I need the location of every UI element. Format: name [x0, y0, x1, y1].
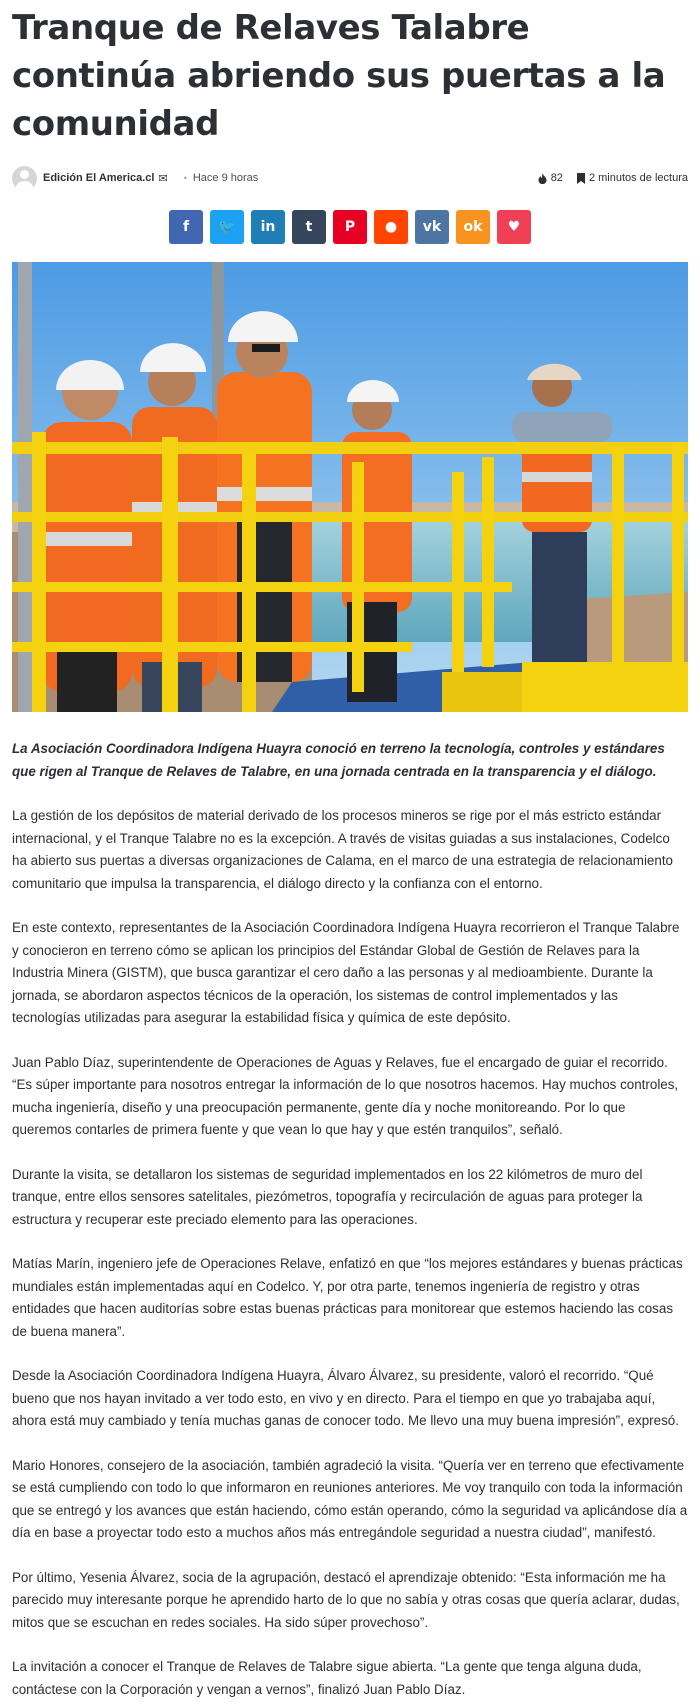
share-twitter-button[interactable]: [210, 210, 244, 244]
reading-time: 2 minutos de lectura: [588, 172, 688, 184]
author-avatar[interactable]: [12, 166, 37, 191]
tumblr-icon: t: [305, 219, 313, 235]
article-paragraphs: [12, 805, 688, 1701]
article-paragraph: Durante la visita, se detallaron los sistemas de seguridad implementados en los 22 kilómetros de muro del tranque, entre ellos sensores satelitales, piezómetros, topografía y recirculación de aguas para proteger la estructura y recuperar este preciado elemento para las operaciones.: [12, 1166, 643, 1227]
hero-photo: [12, 262, 688, 712]
author-name[interactable]: Edición El America.cl: [43, 172, 155, 184]
reddit-icon: ●: [384, 219, 398, 235]
share-linkedin-button[interactable]: [251, 210, 285, 244]
article-paragraph: Por último, Yesenia Álvarez, socia de la agrupación, destacó el aprendizaje obtenido: “Esta información me ha parecido muy interesante porque he aprendido harto de lo que no sabía y otras cosas que quería aclarar, dudas, mitos que se escuchan en redes sociales. Ha sido súper provechoso”.: [12, 1569, 680, 1630]
vk-icon: vk: [422, 219, 442, 235]
article-meta: [12, 164, 688, 192]
linkedin-icon: in: [260, 219, 276, 235]
article-title: Tranque de Relaves Talabre continúa abriendo sus puertas a la comunidad: [12, 8, 666, 144]
twitter-icon: 🐦: [218, 219, 236, 235]
share-odnoklassniki-button[interactable]: [456, 210, 490, 244]
share-reddit-button[interactable]: [374, 210, 408, 244]
share-bar: [12, 210, 688, 244]
odnoklassniki-icon: ok: [463, 219, 483, 235]
pinterest-icon: P: [344, 219, 356, 235]
envelope-icon[interactable]: ✉: [158, 172, 168, 185]
publish-time: Hace 9 horas: [192, 172, 259, 184]
facebook-icon: f: [182, 219, 190, 235]
article-paragraph: En este contexto, representantes de la Asociación Coordinadora Indígena Huayra recorrieron el Tranque Talabre y conocieron en terreno cómo se aplican los principios del Estándar Global de Gestión de Relaves para la Industria Minera (GISTM), que busca garantizar el cero daño a las personas y al medioambiente. Durante la jornada, se abordaron aspectos técnicos de la operación, los sistemas de control implementados y las tecnologías utilizadas para asegurar la estabilidad física y química de este depósito.: [12, 920, 680, 1025]
hero-image: [12, 262, 688, 712]
article-paragraph: La gestión de los depósitos de material derivado de los procesos mineros se rige por el más estricto estándar internacional, y el Tranque Talabre no es la excepción. A través de visitas guiadas a sus instalaciones, Codelco ha abierto sus puertas a diversas organizaciones de Calama, en el marco de una estrategia de relacionamiento comunitario que impulsa la transparencia, el diálogo directo y la confianza con el entorno.: [12, 808, 673, 891]
article-stats: [538, 172, 688, 184]
fire-icon: [538, 173, 547, 184]
article-paragraph: Desde la Asociación Coordinadora Indígena Huayra, Álvaro Álvarez, su presidente, valoró el recorrido. “Qué bueno que nos hayan invitado a ver todo esto, en vivo y en directo. Para el tiempo en que yo trabajaba aquí, ahora está muy cambiado y tenía muchas ganas de conocer todo. Me llevo una muy buena impresión”, expresó.: [12, 1368, 679, 1428]
views-stat: [538, 172, 563, 184]
article-paragraph: Juan Pablo Díaz, superintendente de Operaciones de Aguas y Relaves, fue el encargado de guiar el recorrido. “Es súper importante para nosotros entregar la información de lo que nosotros hacemos. Hay muchos controles, mucha ingeniería, diseño y una preocupación permanente, gente día y noche monitoreando. Por lo que queremos contarles de primera fuente y que vean lo que hay y que estén tranquilos”, señaló.: [12, 1054, 679, 1137]
article-paragraph: La invitación a conocer el Tranque de Relaves de Talabre sigue abierta. “La gente que tenga alguna duda, contáctese con la Corporación y vengan a vernos”, finalizó Juan Pablo Díaz.: [12, 1659, 642, 1697]
article-body: [12, 738, 688, 1701]
pocket-icon: ♥: [507, 219, 521, 235]
article-paragraph: Mario Honores, consejero de la asociación, también agradeció la visita. “Quería ver en terreno que efectivamente se está cumpliendo con todo lo que informaron en reuniones anteriores. Me voy tranquilo con toda la información que se entregó y los avances que están haciendo, cómo están operando, cómo la seguridad va aplicándose día a día en base a proyectar todo esto a muchos años más entregándole seguridad a nuestra ciudad”, manifestó.: [12, 1457, 688, 1540]
views-count: 82: [550, 172, 563, 184]
separator-dot: •: [183, 173, 187, 183]
share-pinterest-button[interactable]: [333, 210, 367, 244]
article-lead: La Asociación Coordinadora Indígena Huayra conoció en terreno la tecnología, controles y estándares que rigen al Tranque de Relaves de Talabre, en una jornada centrada en la transparencia y el diálogo.: [12, 741, 665, 779]
share-facebook-button[interactable]: [169, 210, 203, 244]
article-paragraph: Matías Marín, ingeniero jefe de Operaciones Relave, enfatizó en que “los mejores estándares y buenas prácticas mundiales están implementadas aquí en Codelco. Y, por otra parte, tenemos ingeniería de registro y otras entidades que hacen auditorías sobre estas buenas prácticas para monitorear que estemos haciendo las cosas de buena manera”.: [12, 1256, 683, 1339]
share-vk-button[interactable]: [415, 210, 449, 244]
reading-time-stat: [577, 172, 688, 184]
share-tumblr-button[interactable]: [292, 210, 326, 244]
share-pocket-button[interactable]: [497, 210, 531, 244]
bookmark-icon: [577, 173, 585, 184]
